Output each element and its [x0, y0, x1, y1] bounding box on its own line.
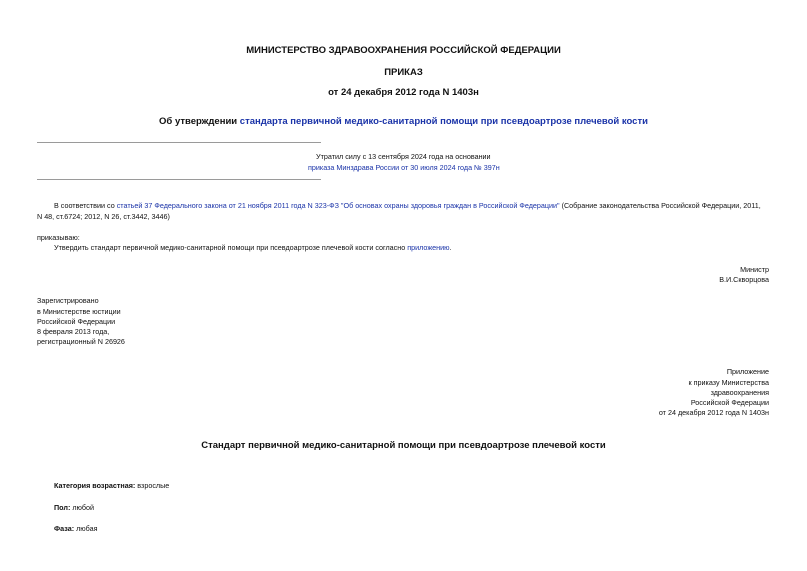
order-item-end: .	[449, 243, 452, 252]
registration-line: Зарегистрировано	[37, 296, 99, 305]
repeal-notice: Утратил силу с 13 сентября 2024 года на основании	[316, 152, 491, 161]
document-title	[0, 116, 807, 127]
document-date-number: от 24 декабря 2012 года N 1403н	[328, 87, 479, 98]
title-link[interactable]: стандарта первичной медико-санитарной помощи при псевдоартрозе плечевой кости	[239, 116, 648, 127]
divider-bottom	[37, 179, 321, 180]
field-value: любой	[70, 503, 95, 512]
field-value: взрослые	[135, 481, 170, 490]
field-phase	[54, 524, 98, 534]
preamble-intro: В соответствии со	[54, 201, 117, 210]
appendix-line: Приложение	[726, 367, 769, 376]
field-label: Категория возрастная:	[54, 481, 136, 490]
title-prefix: Об утверждении	[159, 116, 240, 127]
signature-position: Министр	[740, 265, 769, 274]
appendix-line: к приказу Министерства	[688, 378, 769, 387]
appendix-link[interactable]: приложению	[407, 243, 450, 252]
order-item	[54, 243, 452, 253]
document-type: ПРИКАЗ	[384, 67, 423, 78]
preamble-line-2: N 48, ст.6724; 2012, N 26, ст.3442, 3446)	[37, 212, 170, 221]
field-label: Фаза:	[54, 524, 75, 533]
repeal-notice-link[interactable]: приказа Минздрава России от 30 июля 2024 года № 397н	[308, 163, 500, 172]
field-value: любая	[74, 524, 98, 533]
ministry-heading: МИНИСТЕРСТВО ЗДРАВООХРАНЕНИЯ РОССИЙСКОЙ ФЕДЕРАЦИИ	[246, 45, 561, 56]
registration-line: 8 февраля 2013 года,	[37, 327, 110, 336]
registration-line: в Министерстве юстиции	[37, 307, 121, 316]
preamble-source: (Собрание законодательства Российской Федерации, 2011,	[559, 201, 761, 210]
order-item-text: Утвердить стандарт первичной медико-санитарной помощи при псевдоартрозе плечевой кости согласно	[54, 243, 408, 252]
signature-name: В.И.Скворцова	[719, 275, 769, 284]
field-age-category	[54, 481, 169, 491]
field-sex	[54, 503, 94, 513]
registration-line: Российской Федерации	[37, 317, 116, 326]
registration-line: регистрационный N 26926	[37, 337, 125, 346]
law-link[interactable]: статьей 37 Федерального закона от 21 ноября 2011 года N 323-ФЗ "Об основах охраны здоровья граждан в Российской Федерации"	[116, 201, 560, 210]
appendix-line: от 24 декабря 2012 года N 1403н	[658, 408, 769, 417]
field-label: Пол:	[54, 503, 71, 512]
order-word: приказываю:	[37, 233, 80, 242]
preamble-line-1	[54, 201, 761, 211]
appendix-line: Российской Федерации	[690, 398, 769, 407]
appendix-line: здравоохранения	[710, 388, 769, 397]
standard-title: Стандарт первичной медико-санитарной помощи при псевдоартрозе плечевой кости	[201, 440, 606, 451]
divider-top	[37, 142, 321, 143]
